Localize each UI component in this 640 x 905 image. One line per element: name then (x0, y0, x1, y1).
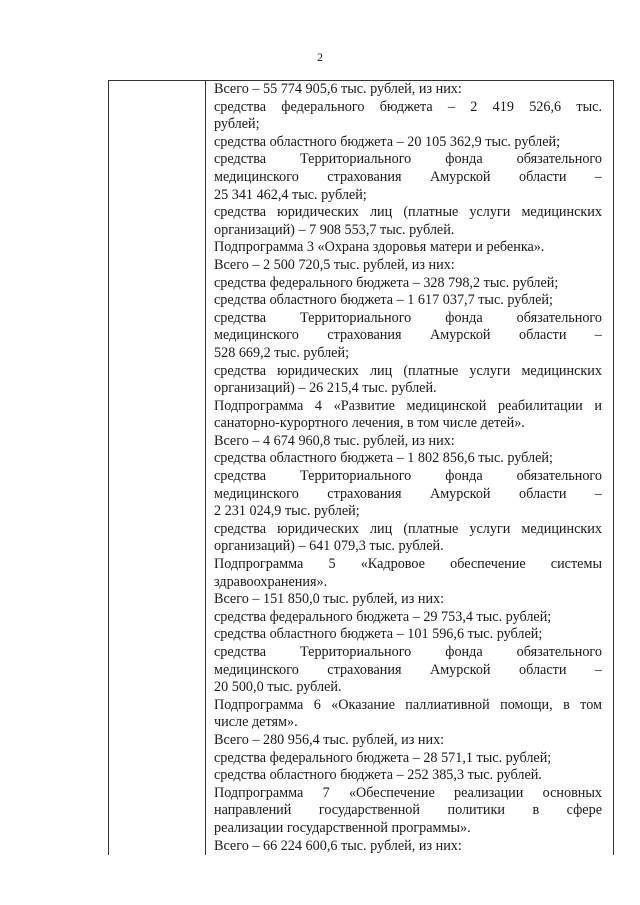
text-line: средства областного бюджета – 1 802 856,6 тыс. рублей; (214, 450, 553, 467)
text-line: медицинского страхования Амурской области – (214, 168, 602, 185)
text-line: средства федерального бюджета – 328 798,2 тыс. рублей; (214, 274, 559, 291)
text-line: Подпрограмма 7 «Обеспечение реализации основных (214, 784, 602, 801)
text-line: средства юридических лиц (платные услуги медицинских (214, 362, 602, 379)
text-line: Подпрограмма 6 «Оказание паллиативной помощи, в том (214, 696, 602, 713)
page-number: 2 (317, 50, 323, 64)
text-line: средства областного бюджета – 1 617 037,7 тыс. рублей; (214, 292, 553, 309)
text-line: направлений государственной политики в сфере (214, 802, 602, 819)
text-line: Всего – 55 774 905,6 тыс. рублей, из них: (214, 81, 462, 97)
funding-text-cell (214, 81, 602, 855)
text-line: Всего – 66 224 600,6 тыс. рублей, из них: (214, 837, 462, 854)
text-line: организаций) – 7 908 553,7 тыс. рублей. (214, 221, 455, 238)
text-line: средства федерального бюджета – 29 753,4 тыс. рублей; (214, 608, 552, 625)
text-line: числе детям». (214, 714, 298, 731)
text-line: 2 231 024,9 тыс. рублей; (214, 503, 360, 520)
text-line: Всего – 2 500 720,5 тыс. рублей, из них: (214, 256, 455, 273)
text-line: средства областного бюджета – 101 596,6 тыс. рублей; (214, 626, 543, 643)
text-line: организаций) – 641 079,3 тыс. рублей. (214, 538, 444, 555)
text-line: средства юридических лиц (платные услуги медицинских (214, 520, 602, 537)
text-line: средства Территориального фонда обязательного (214, 468, 602, 485)
text-line: Всего – 151 850,0 тыс. рублей, из них: (214, 591, 445, 608)
text-line: медицинского страхования Амурской области – (214, 485, 602, 502)
text-line: средства федерального бюджета – 2 419 526,6 тыс. (214, 98, 602, 115)
text-line: средства областного бюджета – 20 105 362,9 тыс. рублей; (214, 133, 561, 150)
text-line: реализации государственной программы». (214, 819, 471, 836)
text-line: организаций) – 26 215,4 тыс. рублей. (214, 380, 437, 397)
text-line: средства юридических лиц (платные услуги медицинских (214, 204, 602, 221)
text-line: средства федерального бюджета – 28 571,1 тыс. рублей; (214, 749, 552, 766)
table-column-divider (205, 80, 206, 855)
text-line: санаторно-курортного лечения, в том числе детей». (214, 415, 525, 432)
text-line: медицинского страхования Амурской области – (214, 327, 602, 344)
text-line: здравоохранения». (214, 573, 328, 590)
text-line: рублей; (214, 116, 260, 133)
text-line: 20 500,0 тыс. рублей. (214, 679, 342, 696)
text-line: средства Территориального фонда обязательного (214, 151, 602, 168)
text-line: средства областного бюджета – 252 385,3 тыс. рублей. (214, 767, 542, 784)
text-line: Подпрограмма 4 «Развитие медицинской реабилитации и (214, 397, 602, 414)
text-line: медицинского страхования Амурской области – (214, 661, 602, 678)
text-line: средства Территориального фонда обязательного (214, 309, 602, 326)
text-line: Всего – 280 956,4 тыс. рублей, из них: (214, 731, 445, 748)
text-line: 528 669,2 тыс. рублей; (214, 344, 350, 361)
text-line: Всего – 4 674 960,8 тыс. рублей, из них: (214, 432, 455, 449)
text-line: Подпрограмма 3 «Охрана здоровья матери и ребенка». (214, 239, 545, 256)
text-line: средства Территориального фонда обязательного (214, 644, 602, 660)
text-line: 25 341 462,4 тыс. рублей; (214, 186, 367, 203)
text-line: Подпрограмма 5 «Кадровое обеспечение системы (214, 556, 602, 573)
